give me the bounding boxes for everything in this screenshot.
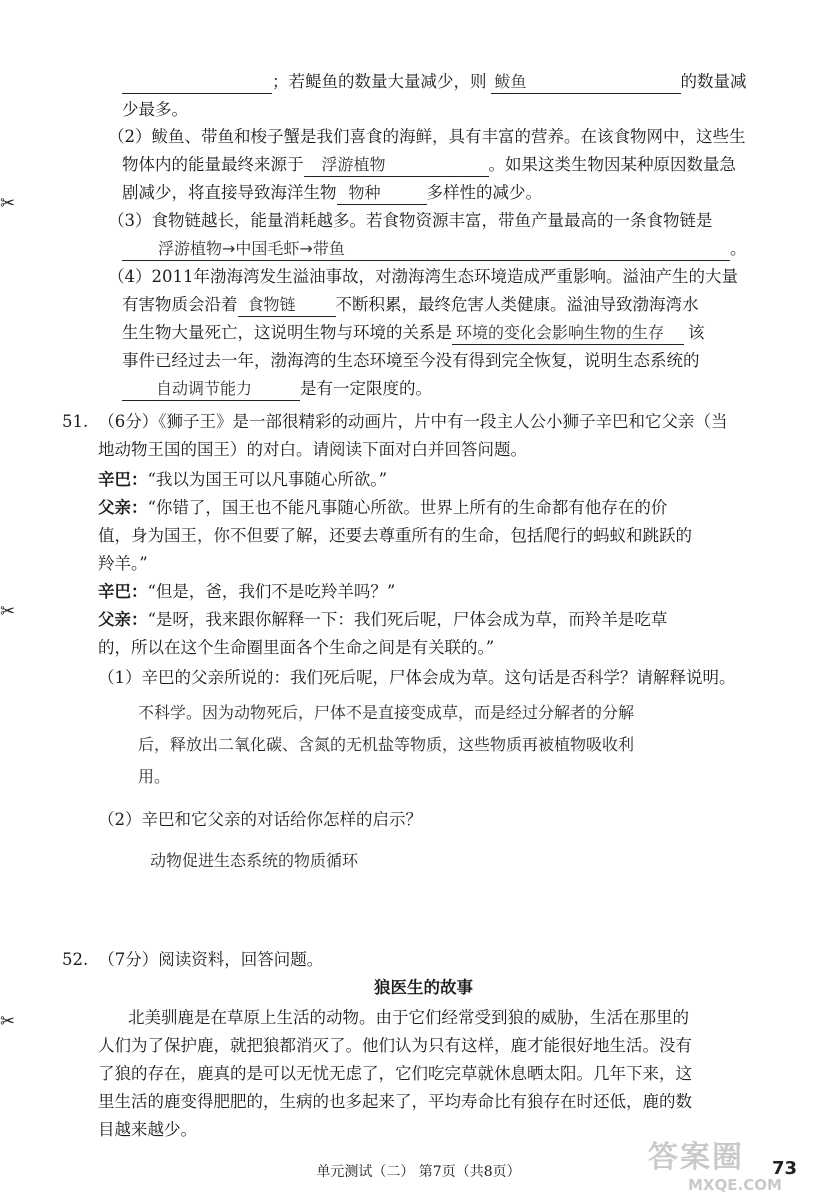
q51-line2: 地动物王国的国王）的对白。请阅读下面对白并回答问题。 — [98, 440, 527, 459]
dialogue-2: 父亲：“你错了，国王也不能凡事随心所欲。世界上所有的生命都有他存在的价 — [98, 498, 668, 517]
speaker: 父亲： — [98, 610, 148, 629]
q50-line1: ；若鳀鱼的数量大量减少，则 鲅鱼 的数量减 — [122, 70, 747, 94]
q50-p4-line2: 有害物质会沿着 食物链 不断积累，最终危害人类健康。溢油导致渤海湾水 — [122, 293, 699, 317]
passage-line-5: 目越来越少。 — [98, 1120, 197, 1139]
dialogue-4-line2: 的，所以在这个生命圈里面各个生命之间是有关联的。” — [98, 638, 495, 657]
blank-answer — [304, 154, 489, 177]
watermark-logo: 答案圈 — [648, 1140, 744, 1175]
dialogue-2-line3: 羚羊。” — [98, 554, 148, 573]
page-footer: 单元测试（二） 第7页（共8页） — [316, 1164, 521, 1180]
passage-line-4: 里生活的鹿变得肥肥的，生病的也多起来了，平均寿命比有狼存在时还低，鹿的数 — [98, 1092, 692, 1111]
answer-text: 浮游植物→中国毛虾→带鱼 — [158, 239, 345, 258]
q51-line1: 51. （6分）《狮子王》是一部很精彩的动画片，片中有一段主人公小狮子辛巴和它父亲（当 — [62, 412, 728, 431]
dialogue-4: 父亲：“是呀，我来跟你解释一下：我们死后呢，尸体会成为草，而羚羊是吃草 — [98, 610, 668, 629]
blank-answer — [452, 322, 684, 345]
answer-text: 鲅鱼 — [494, 72, 527, 91]
q50-p3-line2: 浮游植物→中国毛虾→带鱼 。 — [122, 237, 747, 261]
q50-p2-line2: 物体内的能量最终来源于 浮游植物 。如果这类生物因某种原因数量急 — [122, 153, 736, 177]
q51-answer-2: 动物促进生态系统的物质循环 — [150, 851, 359, 870]
q51-answer-1-line3: 用。 — [138, 767, 171, 786]
passage-line-2: 人们为了保护鹿，就把狼都消灭了。他们认为只有这样，鹿才能很好地生活。没有 — [98, 1036, 692, 1055]
passage-title: 狼医生的故事 — [374, 978, 473, 997]
answer-text: 物种 — [348, 183, 381, 202]
speaker: 辛巴： — [98, 470, 148, 489]
q52-line1: 52. （7分）阅读资料，回答问题。 — [62, 950, 324, 969]
question-number: 52. — [62, 950, 89, 969]
passage-line-3: 了狼的存在，鹿真的是可以无忧无虑了，它们吃完草就休息晒太阳。几年下来，这 — [98, 1064, 692, 1083]
dialogue-2-line2: 值，身为国王，你不但要了解，还要去尊重所有的生命，包括爬行的蚂蚁和跳跃的 — [98, 526, 692, 545]
q50-line2: 少最多。 — [122, 100, 188, 119]
answer-text: 食物链 — [247, 295, 296, 314]
passage-line-1: 北美驯鹿是在草原上生活的动物。由于它们经常受到狼的威胁，生活在那里的 — [128, 1008, 689, 1027]
q50-p2-line3: 剧减少，将直接导致海洋生物 物种 多样性的减少。 — [122, 181, 542, 205]
q50-p4-line4: 事件已经过去一年，渤海湾的生态环境至今没有得到完全恢复，说明生态系统的 — [122, 351, 700, 370]
q50-p4-line1: （4）2011年渤海湾发生溢油事故，对渤海湾生态环境造成严重影响。溢油产生的大量 — [108, 267, 738, 286]
blank-answer — [337, 182, 427, 205]
blank-answer — [122, 378, 300, 401]
speaker: 父亲： — [98, 498, 148, 517]
page-number: 73 — [772, 1158, 798, 1179]
q51-subquestion-1: （1）辛巴的父亲所说的：我们死后呢，尸体会成为草。这句话是否科学？请解释说明。 — [98, 668, 736, 687]
blank-answer — [491, 71, 681, 94]
speaker: 辛巴： — [98, 582, 148, 601]
blank-answer — [238, 294, 336, 317]
scissors-icon: ✂ — [0, 193, 16, 214]
q50-p4-line3: 生生物大量死亡，这说明生物与环境的关系是 环境的变化会影响生物的生存 该 — [122, 321, 705, 345]
answer-text: 浮游植物 — [321, 155, 386, 174]
answer-text: 环境的变化会影响生物的生存 — [456, 323, 665, 342]
dialogue-1: 辛巴：“我以为国王可以凡事随心所欲。” — [98, 470, 388, 489]
watermark-url: MXQE.COM — [688, 1176, 782, 1194]
q50-p2-line1: （2）鲅鱼、带鱼和梭子蟹是我们喜食的海鲜，具有丰富的营养。在该食物网中，这些生 — [108, 127, 746, 146]
q50-p4-line5: 自动调节能力 是有一定限度的。 — [122, 377, 432, 401]
q51-subquestion-2: （2）辛巴和它父亲的对话给你怎样的启示？ — [98, 810, 422, 829]
dialogue-3: 辛巴：“但是，爸，我们不是吃羚羊吗？” — [98, 582, 396, 601]
question-number: 51. — [62, 412, 89, 431]
q51-answer-1-line1: 不科学。因为动物死后，尸体不是直接变成草，而是经过分解者的分解 — [138, 703, 635, 722]
blank-answer — [122, 71, 272, 94]
scissors-icon: ✂ — [0, 1011, 16, 1032]
scissors-icon: ✂ — [0, 601, 16, 622]
blank-answer — [122, 238, 730, 261]
answer-text: 自动调节能力 — [156, 379, 253, 398]
q50-p3-line1: （3）食物链越长，能量消耗越多。若食物资源丰富，带鱼产量最高的一条食物链是 — [108, 211, 713, 230]
q51-answer-1-line2: 后，释放出二氧化碳、含氮的无机盐等物质，这些物质再被植物吸收利 — [138, 735, 635, 754]
